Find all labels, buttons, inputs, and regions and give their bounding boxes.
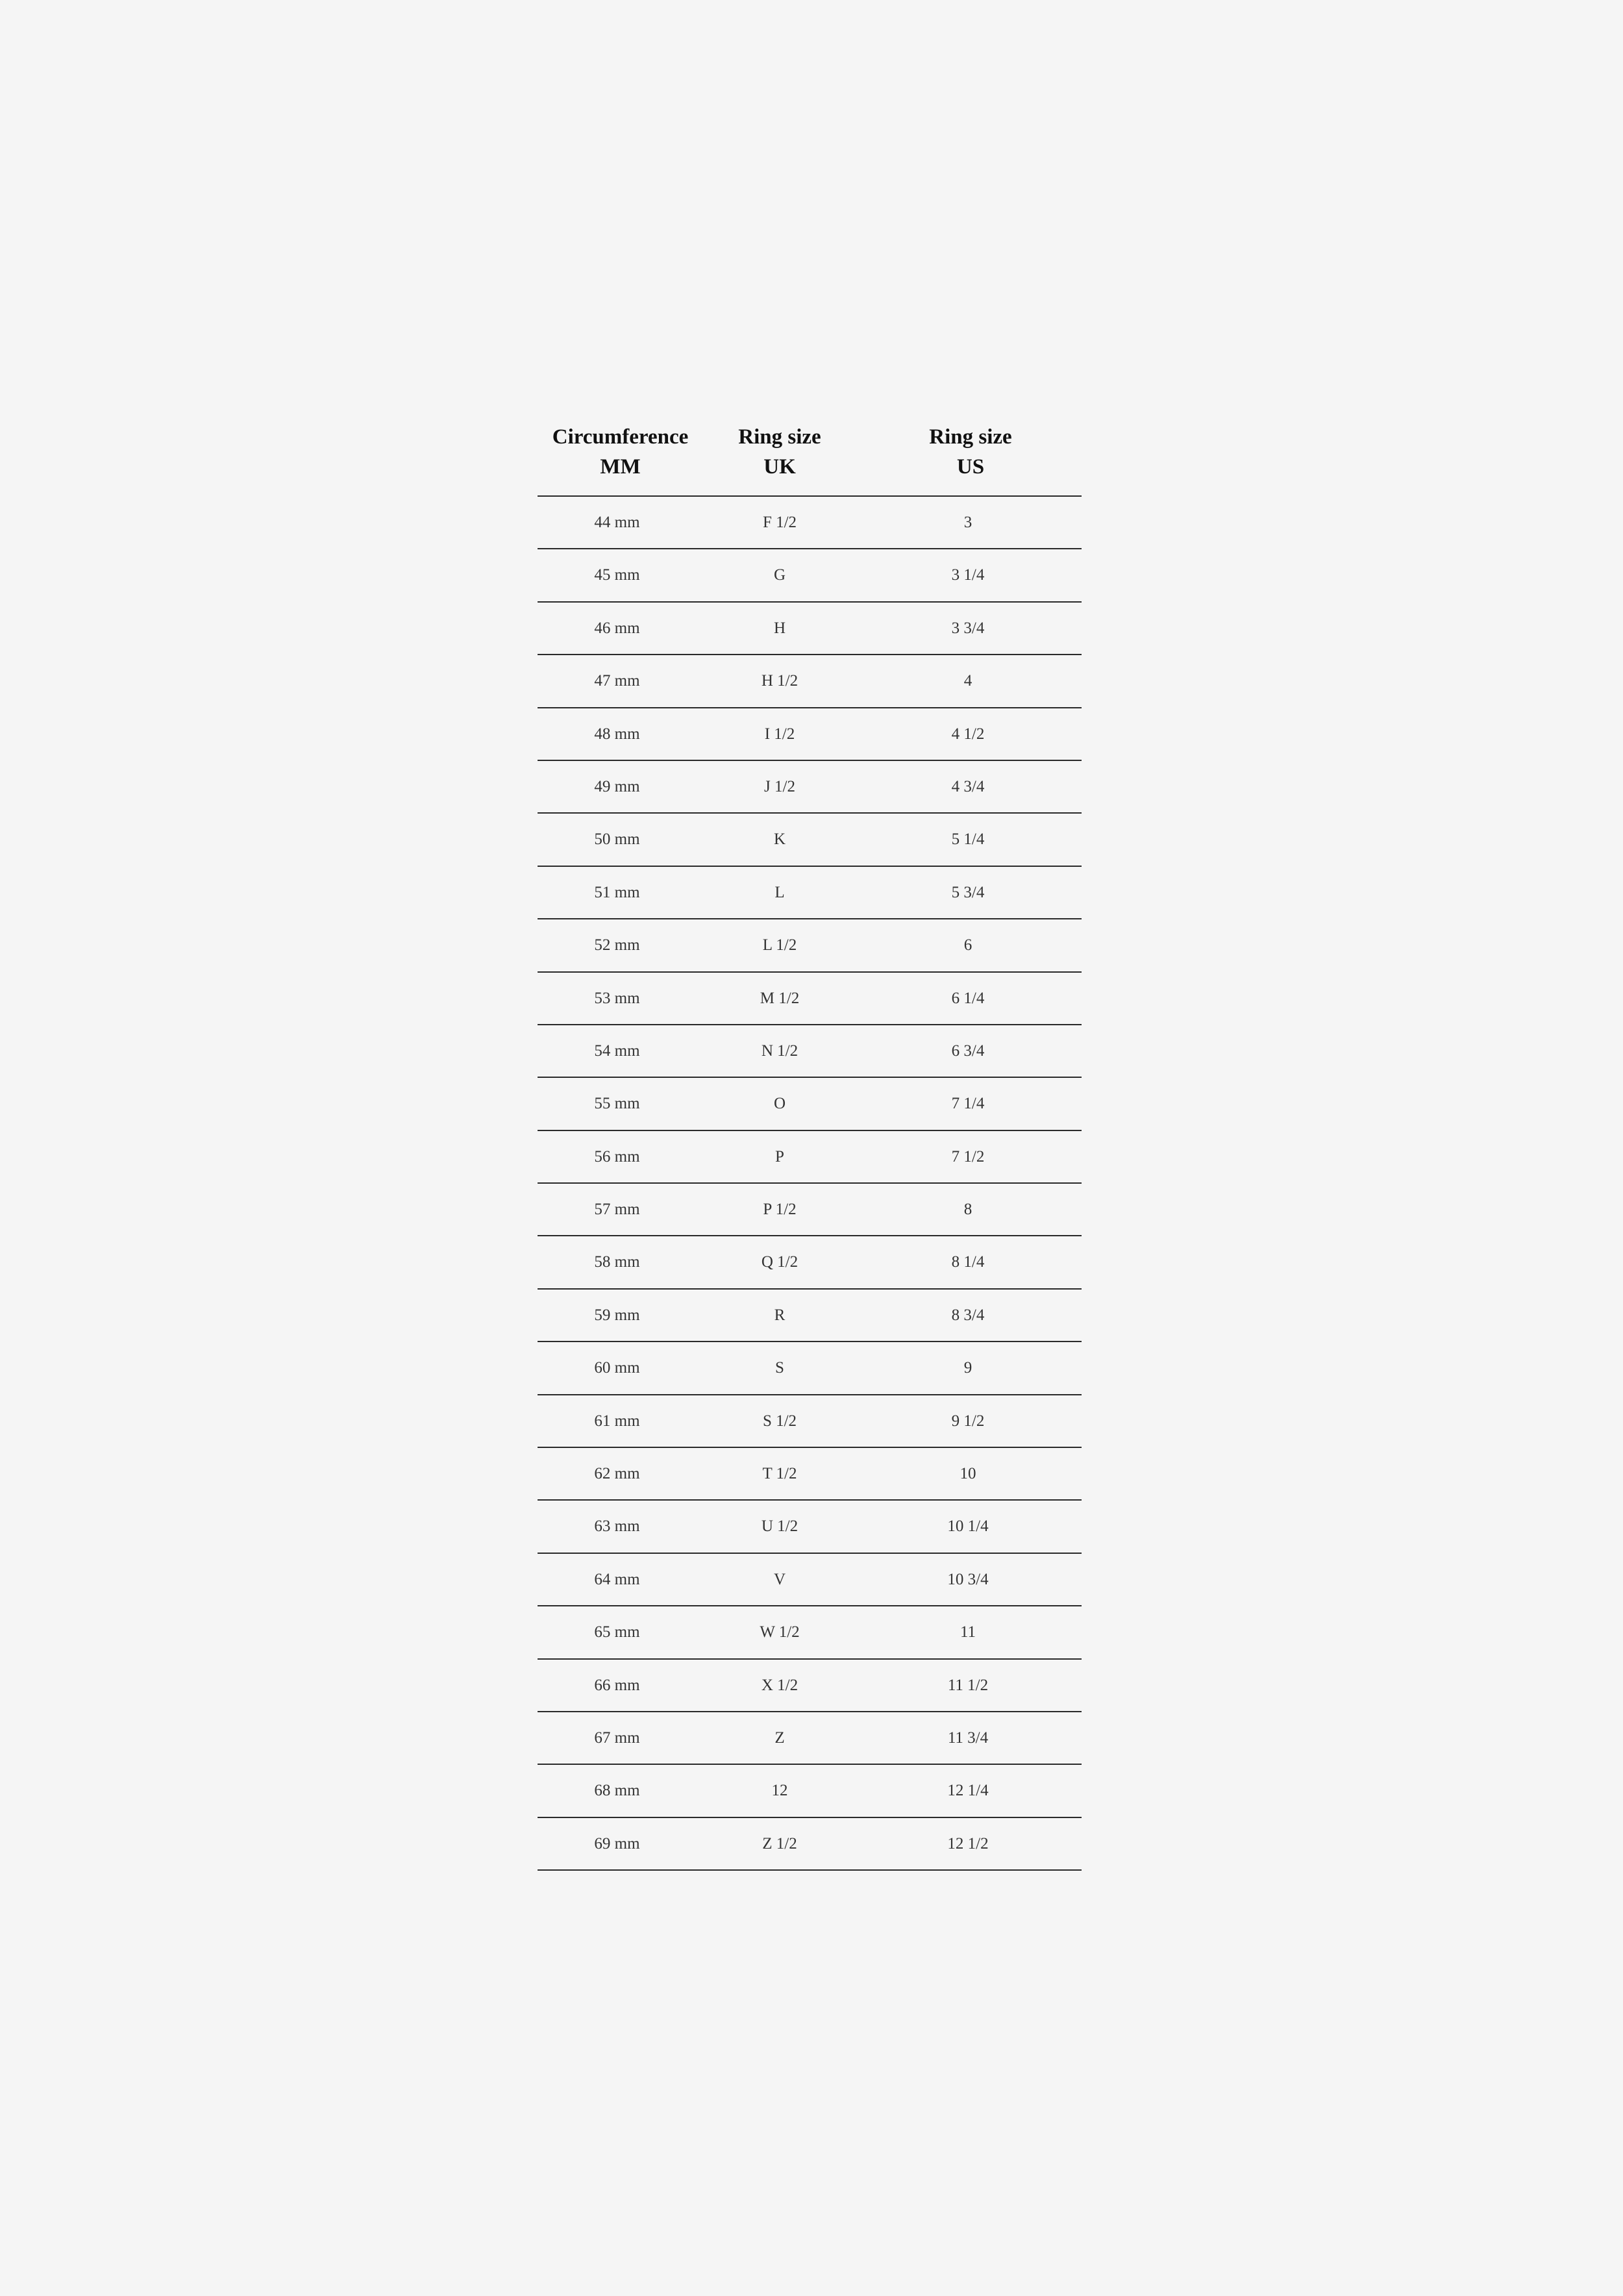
cell-uk-size: M 1/2 [760,989,800,1007]
cell-us-size: 8 3/4 [951,1306,985,1324]
cell-uk-size: I 1/2 [764,725,795,743]
table-row [538,973,1082,1025]
cell-circumference: 59 mm [594,1306,640,1324]
table-row [538,655,1082,708]
cell-us-size: 5 1/4 [951,830,985,849]
cell-uk-size: Q 1/2 [761,1253,799,1271]
cell-uk-size: X 1/2 [761,1676,799,1694]
cell-us-size: 12 1/4 [947,1782,989,1800]
cell-circumference: 69 mm [594,1834,640,1853]
cell-uk-size: V [773,1570,786,1588]
cell-circumference: 64 mm [594,1570,640,1588]
table-row [538,919,1082,972]
table-row [538,1290,1082,1342]
column-header-uk-size: Ring size UK [738,425,821,479]
cell-us-size: 4 3/4 [951,777,985,795]
cell-uk-size: J 1/2 [764,777,795,795]
cell-us-size: 7 1/4 [951,1095,985,1113]
cell-circumference: 66 mm [594,1676,640,1694]
cell-us-size: 11 1/2 [947,1676,989,1694]
table-row [538,1131,1082,1184]
cell-uk-size: L [774,883,785,901]
cell-us-size: 10 3/4 [947,1570,989,1588]
cell-uk-size: Z 1/2 [762,1834,797,1853]
cell-us-size: 10 1/4 [947,1517,989,1536]
cell-us-size: 11 3/4 [947,1728,989,1747]
table-row [538,1078,1082,1130]
cell-circumference: 48 mm [594,725,640,743]
cell-uk-size: R [774,1306,786,1324]
table-row [538,708,1082,761]
cell-us-size: 6 [963,936,973,955]
cell-uk-size: N 1/2 [761,1042,799,1060]
cell-uk-size: H [773,619,786,637]
cell-uk-size: F 1/2 [762,514,797,531]
cell-uk-size: H 1/2 [761,672,799,690]
cell-us-size: 4 [963,672,973,690]
table-row [538,761,1082,814]
cell-circumference: 50 mm [594,830,640,849]
cell-circumference: 52 mm [594,936,640,955]
table-row [538,1818,1082,1871]
cell-uk-size: W 1/2 [760,1623,800,1641]
table-row [538,1025,1082,1078]
table-row [538,1712,1082,1765]
cell-circumference: 53 mm [594,989,640,1007]
cell-circumference: 65 mm [594,1623,640,1641]
cell-uk-size: Z [774,1728,785,1747]
cell-us-size: 6 3/4 [951,1042,985,1060]
cell-circumference: 67 mm [594,1728,640,1747]
cell-us-size: 3 1/4 [951,566,985,584]
table-row [538,1501,1082,1553]
cell-uk-size: L 1/2 [762,936,797,955]
cell-us-size: 9 1/2 [951,1412,985,1430]
cell-us-size: 7 1/2 [951,1147,985,1166]
cell-uk-size: P [775,1147,784,1166]
cell-circumference: 56 mm [594,1147,640,1166]
cell-uk-size: U 1/2 [761,1517,799,1536]
table-row [538,1765,1082,1817]
cell-uk-size: S 1/2 [762,1412,797,1430]
cell-us-size: 6 1/4 [951,989,985,1007]
cell-circumference: 58 mm [594,1253,640,1271]
cell-uk-size: S [775,1359,784,1377]
cell-circumference: 55 mm [594,1095,640,1113]
table-row [538,1184,1082,1236]
table-row [538,1342,1082,1395]
cell-circumference: 57 mm [594,1201,640,1219]
cell-circumference: 62 mm [594,1465,640,1483]
cell-us-size: 12 1/2 [947,1834,989,1853]
table-row [538,1554,1082,1606]
cell-us-size: 3 3/4 [951,619,985,637]
cell-us-size: 5 3/4 [951,883,985,901]
cell-uk-size: O [773,1095,786,1113]
table-row [538,1606,1082,1659]
cell-us-size: 8 1/4 [951,1253,985,1271]
cell-uk-size: 12 [771,1782,788,1800]
cell-circumference: 51 mm [594,883,640,901]
table-row [538,1660,1082,1712]
column-header-us-size: Ring size US [929,425,1012,479]
cell-circumference: 60 mm [594,1359,640,1377]
cell-circumference: 49 mm [594,777,640,795]
table-row [538,814,1082,866]
cell-us-size: 9 [963,1359,973,1377]
table-row [538,549,1082,602]
cell-circumference: 54 mm [594,1042,640,1060]
cell-circumference: 61 mm [594,1412,640,1430]
ring-size-chart [538,416,1082,1871]
cell-us-size: 10 [960,1465,976,1483]
cell-uk-size: K [773,830,786,849]
table-body [538,497,1082,1871]
cell-us-size: 11 [960,1623,976,1641]
table-row [538,1395,1082,1448]
cell-uk-size: T 1/2 [762,1465,797,1483]
table-row [538,1448,1082,1501]
cell-circumference: 46 mm [594,619,640,637]
table-row [538,497,1082,549]
table-row [538,1236,1082,1289]
table-header [538,416,1082,495]
cell-circumference: 68 mm [594,1782,640,1800]
cell-circumference: 45 mm [594,566,640,584]
column-header-circumference: Circumference MM [552,425,689,479]
table-row [538,867,1082,919]
table-row [538,603,1082,655]
cell-us-size: 8 [963,1201,973,1219]
cell-uk-size: P 1/2 [763,1201,797,1219]
cell-us-size: 4 1/2 [951,725,985,743]
cell-circumference: 63 mm [594,1517,640,1536]
cell-uk-size: G [773,566,786,584]
cell-circumference: 47 mm [594,672,640,690]
cell-circumference: 44 mm [594,514,640,531]
cell-us-size: 3 [963,514,973,531]
